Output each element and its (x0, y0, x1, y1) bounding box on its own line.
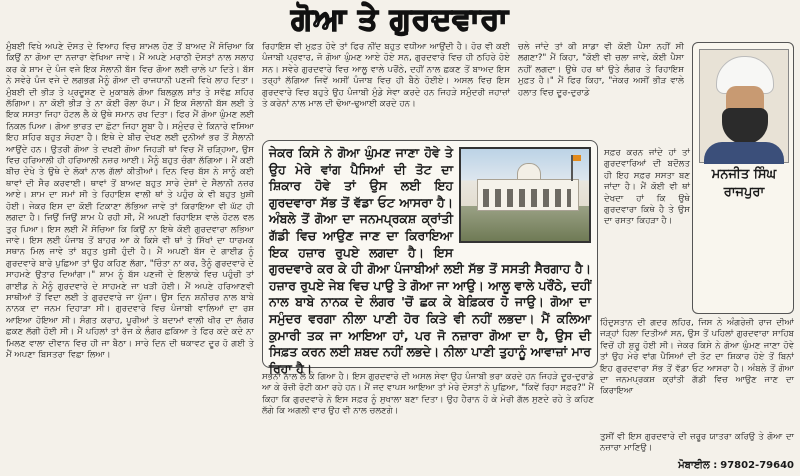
article-headline: ਗੋਆ ਤੇ ਗੁਰਦਵਾਰਾ (291, 2, 509, 37)
column-6-text: ਸਭਨਾਂ ਨਾਲ ਲੈ ਕੇ ਗਿਆ ਹੈ। ਇਸ ਗੁਰਦਵਾਰੇ ਦੀ ਅਸਲ ਸੇਵਾ ਉਹ ਪੰਜਾਬੀ ਭਰਾ ਕਰਦੇ ਹਨ ਜਿਹੜੇ ਦੂਰ-ਦੁਰਾਡੇ ਆ ਕੇ ਰੋਜ਼ੀ ਰੋਟੀ ਕਮਾ ਰਹੇ ਹਨ। ਮੈਂ ਜਦ ਵਾਪਸ ਆਇਆ ਤਾਂ ਮੇਰੇ ਦੋਸਤਾਂ ਨੇ ਪੁਛਿਆ, "ਕਿਵੇਂ ਰਿਹਾ ਸਫ਼ਰ?" ਮੈਂ ਕਿਹਾ ਕਿ ਗੁਰਦਵਾਰੇ ਨੇ ਇਸ ਸਫ਼ਰ ਨੂੰ ਸੁਖਾਲਾ ਬਣਾ ਦਿਤਾ। ਉਹ ਹੈਰਾਨ ਹੋ ਕੇ ਮੇਰੀ ਗੱਲ ਸੁਣਦੇ ਰਹੇ ਤੇ ਕਹਿਣ ਲੱਗੇ ਕਿ ਅਗਲੀ ਵਾਰ ਉਹ ਵੀ ਨਾਲ ਚਲਣਗੇ। (262, 372, 595, 417)
gurdwara-photo (459, 147, 591, 243)
column-7-text: ਤੁਸੀਂ ਵੀ ਇਸ ਗੁਰਦਵਾਰੇ ਦੀ ਜ਼ਰੂਰ ਯਾਤਰਾ ਕਰਿਉ ਤੇ ਗੋਆ ਦਾ ਨਜ਼ਾਰਾ ਮਾਣਿਉ। (600, 432, 794, 454)
pull-quote-text: ਜੇਕਰ ਕਿਸੇ ਨੇ ਗੋਆ ਘੁੰਮਣ ਜਾਣਾ ਹੋਵੇ ਤੇ ਉਹ ਮੇਰੇ ਵਾਂਗ ਪੈਸਿਆਂ ਦੀ ਤੋਟ ਦਾ ਸ਼ਿਕਾਰ ਹੋਵੇ ਤਾਂ ਉਸ ਲਈ ਇਹ ਗੁਰਦਵਾਰਾ ਸੱਭ ਤੋਂ ਵੱਡਾ ਓਟ ਆਸਰਾ ਹੈ। ਅੰਬਲੇ ਤੋਂ ਗੋਆ ਦਾ ਜਨਮਪ੍ਰਕਸ਼ ਕ੍ਰਾਂਤੀ ਗੱਡੀ ਵਿਚ ਆਉਣ ਜਾਣ ਦਾ ਕਿਰਾਇਆ ਇਕ ਹਜ਼ਾਰ ਰੁਪਏ ਲਗਦਾ ਹੈ। ਇਸ ਗੁਰਦਵਾਰੇ ਕਰ ਕੇ ਹੀ ਗੋਆ ਪੰਜਾਬੀਆਂ ਲਈ ਸੱਭ ਤੋਂ ਸਸਤੀ ਸੈਰਗਾਹ ਹੈ। ਹਜ਼ਾਰ ਰੁਪਏ ਜੇਬ ਵਿਚ ਪਾਉ ਤੇ ਗੋਆ ਜਾ ਆਉ। ਆਲੂ ਵਾਲੇ ਪਰੌਂਠੇ, ਦਹੀਂ ਨਾਲ ਬਾਬੇ ਨਾਨਕ ਦੇ ਲੰਗਰ 'ਚੋਂ ਛਕ ਕੇ ਬੇਫ਼ਿਕਰ ਹੋ ਜਾਉ। ਗੋਆ ਦਾ ਸਮੁੰਦਰ ਵਰਗਾ ਨੀਲਾ ਪਾਣੀ ਹੋਰ ਕਿਤੇ ਵੀ ਨਹੀਂ ਲਭਦਾ। ਮੈਂ ਕਲਿਆ ਕੁਮਾਰੀ ਤਕ ਜਾ ਆਇਆ ਹਾਂ, ਪਰ ਜੋ ਨਜ਼ਾਰਾ ਗੋਆ ਦਾ ਹੈ, ਉਸ ਦੀ ਸਿਫ਼ਤ ਕਰਨ ਲਈ ਸ਼ਬਦ ਨਹੀਂ ਲਭਦੇ। ਨੀਲਾ ਪਾਣੀ ਤੁਹਾਨੂੰ ਆਵਾਜ਼ਾਂ ਮਾਰ ਰਿਹਾ ਹੈ। (269, 145, 591, 376)
article-column-4 (604, 148, 690, 314)
column-4-text: ਸਫ਼ਰ ਕਰਨ ਜਾਂਦੇ ਹਾਂ ਤਾਂ ਗੁਰਦਵਾਰਿਆਂ ਦੀ ਬਦੌਲਤ ਹੀ ਇਹ ਸਫ਼ਰ ਸਸਤਾ ਬਣ ਜਾਂਦਾ ਹੈ। ਮੈਂ ਕੋਈ ਵੀ ਥਾਂ ਦੇਖਦਾ ਹਾਂ ਕਿ ਉਥੇ ਗੁਰਦਵਾਰਾ ਕਿਥੇ ਹੈ ਤੇ ਉਸ ਦਾ ਰਸਤਾ ਕਿਹੜਾ ਹੈ। (604, 148, 690, 227)
author-name: ਮਨਜੀਤ ਸਿੰਘ (711, 167, 777, 182)
mobile-number: 97802-79640 (720, 460, 794, 471)
pull-quote-box (262, 140, 598, 376)
article-column-5 (600, 318, 794, 430)
article-column-2 (262, 42, 510, 140)
author-mobile (600, 460, 794, 472)
column-1-text: ਮੁੰਬਈ ਵਿਖੇ ਅਪਣੇ ਦੋਸਤ ਦੇ ਵਿਆਹ ਵਿਚ ਸ਼ਾਮਲ ਹੋਣ ਤੋਂ ਬਾਅਦ ਮੈਂ ਸੋਚਿਆ ਕਿ ਕਿਉਂ ਨਾ ਗੋਆ ਦਾ ਨਜ਼ਾਰਾ ਵੇਖਿਆ ਜਾਵੇ। ਮੈਂ ਅਪਣੇ ਮਰਾਠੀ ਦੋਸਤਾਂ ਨਾਲ ਸਲਾਹ ਕਰ ਕੇ ਸ਼ਾਮ ਦੇ ਪੰਜ ਵਜੇ ਇਕ ਸੋਲਾਨੀ ਬੱਸ ਵਿਚ ਗੋਆ ਲਈ ਚਾਲੇ ਪਾ ਦਿਤੇ। ਬੱਸ ਨੇ ਸਵੇਰੇ ਪੰਜ ਵਜੇ ਦੇ ਲਗਭਗ ਮੈਨੂੰ ਗੋਆ ਦੀ ਰਾਜਧਾਨੀ ਪਣਜੀ ਵਿਖੇ ਲਾਹ ਦਿਤਾ। ਮੁੰਬਈ ਦੀ ਭੀੜ ਤੇ ਪ੍ਰਦੂਸ਼ਣ ਦੇ ਮੁਕਾਬਲੇ ਗੋਆ ਬਿਲਕੁਲ ਸ਼ਾਂਤ ਤੇ ਸਵੱਛ ਸ਼ਹਿਰ ਲੱਗਿਆ। ਨਾ ਕੋਈ ਭੀੜ ਤੇ ਨਾ ਕੋਈ ਰੌਲਾ ਰੱਪਾ। ਮੈਂ ਇਕ ਸੋਲਾਨੀ ਬੱਸ ਲਈ ਤੇ ਇਕ ਸਸਤਾ ਜਿਹਾ ਹੋਟਲ ਲੈ ਕੇ ਉਥੇ ਸਮਾਨ ਰਖ ਦਿਤਾ। ਫਿਰ ਮੈਂ ਗੋਆ ਘੁੰਮਣ ਲਈ ਨਿਕਲ ਪਿਆ। ਗੋਆ ਭਾਰਤ ਦਾ ਛੋਟਾ ਜਿਹਾ ਸੂਬਾ ਹੈ। ਸਮੁੰਦਰ ਦੇ ਕਿਨਾਰੇ ਵਸਿਆ ਇਹ ਸ਼ਹਿਰ ਬਹੁਤ ਸੋਹਣਾ ਹੈ। ਇਥੇ ਦੇ ਬੀਚ ਦੇਖਣ ਲਈ ਦੁਨੀਆਂ ਭਰ ਤੋਂ ਸੈਲਾਨੀ ਆਉਂਦੇ ਹਨ। ਉਤਰੀ ਗੋਆ ਤੇ ਦਖਣੀ ਗੋਆ ਜਿਹੜੀ ਥਾਂ ਵਿਚ ਮੈਂ ਚੜ੍ਹਿਆ, ਉਸ ਵਿਚ ਹਰਿਆਲੀ ਹੀ ਹਰਿਆਲੀ ਨਜ਼ਰ ਆਈ। ਮੈਨੂੰ ਬਹੁਤ ਚੰਗਾ ਲੱਗਿਆ। ਮੈਂ ਕਈ ਬੀਚ ਦੇਖੇ ਤੇ ਉਥੇ ਦੇ ਲੋਕਾਂ ਨਾਲ ਗੱਲਾਂ ਕੀਤੀਆਂ। ਦਿਨ ਵਿਚ ਬੱਸ ਨੇ ਸਾਨੂੰ ਕਈ ਥਾਵਾਂ ਦੀ ਸੈਰ ਕਰਵਾਈ। ਥਾਵਾਂ ਤੋਂ ਬਾਅਦ ਬਹੁਤ ਸਾਰੇ ਦੇਸ਼ਾਂ ਦੇ ਸੈਲਾਨੀ ਨਜ਼ਰ ਆਏ। ਸ਼ਾਮ ਦਾ ਸਮਾਂ ਸੀ ਤੇ ਰਿਹਾਇਸ਼ ਵਾਲੀ ਥਾਂ ਤੇ ਪਹੁੰਚ ਕੇ ਵੀ ਬਹੁਤ ਖ਼ੁਸ਼ੀ ਹੋਈ। ਜੇਕਰ ਇਸ ਦਾ ਕੋਈ ਟਿਕਾਣਾ ਲੱਭਿਆ ਜਾਵੇ ਤਾਂ ਕਿਰਾਇਆ ਵੀ ਘੱਟ ਹੀ ਲਗਦਾ ਹੈ। ਜਿਉਂ ਜਿਉਂ ਸ਼ਾਮ ਪੈ ਰਹੀ ਸੀ, ਮੈਂ ਅਪਣੀ ਰਿਹਾਇਸ਼ ਵਾਲੇ ਹੋਟਲ ਵਲ ਤੁਰ ਪਿਆ। ਇਸ ਲਈ ਮੈਂ ਸੋਚਿਆ ਕਿ ਕਿਉਂ ਨਾ ਇਥੇ ਕੋਈ ਗੁਰਦਵਾਰਾ ਲਭਿਆ ਜਾਵੇ। ਇਸ ਲਈ ਪੰਜਾਬ ਤੋਂ ਬਾਹਰ ਆ ਕੇ ਕਿਸੇ ਵੀ ਥਾਂ ਤੇ ਸਿੱਖਾਂ ਦਾ ਧਾਰਮਕ ਸਥਾਨ ਮਿਲ ਜਾਵੇ ਤਾਂ ਬਹੁਤ ਖ਼ੁਸ਼ੀ ਹੁੰਦੀ ਹੈ। ਮੈਂ ਅਪਣੀ ਬੱਸ ਦੇ ਗਾਈਡ ਨੂੰ ਗੁਰਦਵਾਰੇ ਬਾਰੇ ਪੁਛਿਆ ਤਾਂ ਉਹ ਕਹਿਣ ਲੱਗਾ, "ਚਿੰਤਾ ਨਾ ਕਰ, ਤੈਨੂੰ ਗੁਰਦਵਾਰੇ ਦੇ ਸਾਹਮਣੇ ਉਤਾਰ ਦਿਆਂਗਾ।" ਸ਼ਾਮ ਨੂੰ ਬੱਸ ਪਣਜੀ ਦੇ ਇਲਾਕੇ ਵਿਚ ਪਹੁੰਚੀ ਤਾਂ ਗਾਈਡ ਨੇ ਮੈਨੂੰ ਗੁਰਦਵਾਰੇ ਦੇ ਸਾਹਮਣੇ ਜਾ ਖੜੀ ਹੋਈ। ਮੈਂ ਅਪਣੇ ਹਰਿਆਣਵੀ ਸਾਥੀਆਂ ਤੋਂ ਵਿਦਾ ਲਈ ਤੇ ਗੁਰਦਵਾਰੇ ਜਾ ਪੁੱਜਾ। ਉਸ ਦਿਨ ਸ਼ਨੀਚਰ ਨਾਲ ਬਾਬੇ ਨਾਨਕ ਦਾ ਜਨਮ ਦਿਹਾੜਾ ਸੀ। ਗੁਰਦਵਾਰੇ ਵਿਚ ਪੰਜਾਬੀ ਵਾਲਿਆਂ ਦਾ ਰਸ਼ ਆਇਆ ਹੋਇਆ ਸੀ। ਸੰਗਤ ਕਰਾਹ, ਪੂਰੀਆਂ ਤੇ ਬਦਾਮਾਂ ਵਾਲੀ ਖੀਰ ਦਾ ਲੰਗਰ ਛਕਣ ਲੱਗੀ ਹੋਈ ਸੀ। ਮੈਂ ਪਹਿਲਾਂ ਤਾਂ ਰੱਜ ਕੇ ਲੰਗਰ ਛਕਿਆ ਤੇ ਫਿਰ ਕਦੇ ਕਦੇ ਨਾ ਮਿਲਣ ਵਾਲਾ ਦੀਵਾਨ ਵਿਚ ਹੀ ਜਾ ਬੈਠਾ। ਸਾਰੇ ਦਿਨ ਦੀ ਥਕਾਵਟ ਦੂਰ ਹੋ ਗਈ ਤੇ ਮੈਂ ਅਪਣਾ ਬਿਸਤਰਾ ਵਿਛਾ ਲਿਆ। (6, 42, 254, 360)
column-2-text: ਰਿਹਾਇਸ਼ ਵੀ ਮੁਫ਼ਤ ਹੋਵੇ ਤਾਂ ਫਿਰ ਨੀਂਦ ਬਹੁਤ ਵਧੀਆ ਆਉਂਦੀ ਹੈ। ਹੋਰ ਵੀ ਕਈ ਪੰਜਾਬੀ ਪ੍ਰਵਾਰ, ਜੋ ਗੋਆ ਘੁੰਮਣ ਆਏ ਹੋਏ ਸਨ, ਗੁਰਦਵਾਰੇ ਵਿਚ ਹੀ ਠਹਿਰੇ ਹੋਏ ਸਨ। ਸਵੇਰੇ ਗੁਰਦਵਾਰੇ ਵਿਚ ਆਲੂ ਵਾਲੇ ਪਰੌਂਠੇ, ਦਹੀਂ ਨਾਲ ਛਕਣ ਤੋਂ ਬਾਅਦ ਇਸ ਤਰ੍ਹਾਂ ਲੱਗਿਆ ਜਿਵੇਂ ਅਸੀਂ ਪੰਜਾਬ ਵਿਚ ਹੀ ਬੈਠੇ ਹੋਈਏ। ਅਸਲ ਵਿਚ ਇਸ ਗੁਰਦਵਾਰੇ ਵਿਚ ਬਹੁਤੇ ਉਹ ਪੰਜਾਬੀ ਮੁੰਡੇ ਸੇਵਾ ਕਰਦੇ ਹਨ ਜਿਹੜੇ ਸਮੁੰਦਰੀ ਜਹਾਜ਼ਾਂ ਤੇ ਕਰੇਨਾਂ ਨਾਲ ਮਾਲ ਦੀ ਢੋਆ-ਢੁਆਈ ਕਰਦੇ ਹਨ। (262, 42, 510, 110)
article-column-1 (6, 42, 254, 470)
author-portrait (699, 49, 789, 163)
column-3-text: ਚਲੇ ਜਾਂਦੇ ਤਾਂ ਕੀ ਸਾਡਾ ਵੀ ਕੋਈ ਪੈਸਾ ਨਹੀਂ ਸੀ ਲਗਣਾ?" ਮੈਂ ਕਿਹਾ, "ਕੋਈ ਵੀ ਚਲਾ ਜਾਵੇ, ਕੋਈ ਪੈਸਾ ਨਹੀਂ ਲਗਦਾ। ਉਥੇ ਹਰ ਥਾਂ ਉਤੇ ਲੰਗਰ ਤੇ ਰਿਹਾਇਸ਼ ਮੁਫ਼ਤ ਹੈ।" ਮੈਂ ਫਿਰ ਕਿਹਾ, "ਜੇਕਰ ਅਸੀਂ ਭੀੜ ਵਾਲੇ ਹਲਾਤ ਵਿਚ ਦੂਰ-ਦੁਰਾਡੇ (518, 42, 684, 98)
author-box (692, 42, 794, 314)
column-5-text: ਹਿੰਦੁਸਤਾਨ ਦੀ ਗਦਰ ਲਹਿਰ, ਜਿਸ ਨੇ ਅੰਗਰੇਜ਼ੀ ਰਾਜ ਦੀਆਂ ਜੜ੍ਹਾਂ ਹਿਲਾ ਦਿਤੀਆਂ ਸਨ, ਉਸ ਤੋਂ ਪਹਿਲਾਂ ਗੁਰਦਵਾਰਾ ਸਾਹਿਬ ਵਿਚੋਂ ਹੀ ਸ਼ੁਰੂ ਹੋਈ ਸੀ। ਜੇਕਰ ਕਿਸੇ ਨੇ ਗੋਆ ਘੁੰਮਣ ਜਾਣਾ ਹੋਵੇ ਤਾਂ ਉਹ ਮੇਰੇ ਵਾਂਗ ਪੈਸਿਆਂ ਦੀ ਤੋਟ ਦਾ ਸ਼ਿਕਾਰ ਹੋਏ ਤੋਂ ਬਿਨਾਂ ਇਹ ਗੁਰਦਵਾਰਾ ਸੱਭ ਤੋਂ ਵੱਡਾ ਓਟ ਆਸਰਾ ਹੈ। ਅੰਬਲੇ ਤੋਂ ਗੋਆ ਦਾ ਜਨਮਪ੍ਰਕਸ਼ ਕ੍ਰਾਂਤੀ ਗੱਡੀ ਵਿਚ ਆਉਣ ਜਾਣ ਦਾ ਕਿਰਾਇਆ (600, 318, 794, 397)
article-column-3 (518, 42, 684, 140)
gurdwara-arches-shape (483, 189, 571, 207)
mobile-label: ਮੋਬਾਈਲ : (678, 460, 718, 471)
shirt-shape (704, 142, 784, 164)
article-column-6 (262, 372, 594, 470)
nishan-sahib-flag-icon (571, 155, 573, 181)
beard-shape (722, 108, 768, 144)
author-place: ਰਾਜਪੁਰਾ (723, 185, 765, 200)
